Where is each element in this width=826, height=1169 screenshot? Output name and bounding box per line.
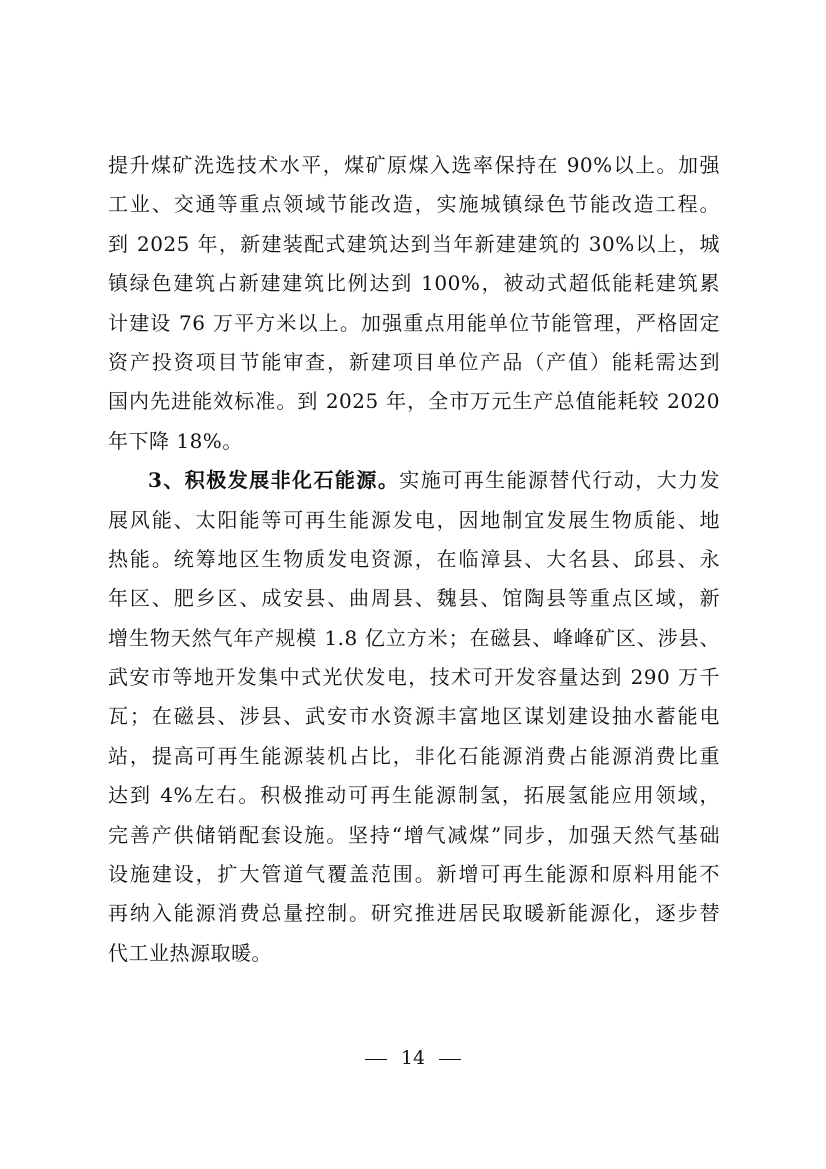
section-first-line-rest: 实施可再生能源替代行动，大力发 — [399, 468, 720, 493]
text-line: 国内先进能效标准。到 2025 年，全市万元生产总值能耗较 2020 — [108, 389, 720, 414]
page-number: 14 — [400, 1047, 426, 1069]
text-line: 到 2025 年，新建装配式建筑达到当年新建建筑的 30%以上，城 — [108, 231, 720, 256]
text-line: 站，提高可再生能源装机占比，非化石能源消费占能源消费比重 — [108, 743, 720, 768]
text-line: 热能。统筹地区生物质发电资源，在临漳县、大名县、邱县、永 — [108, 546, 720, 571]
text-line: 年下降 18%。 — [108, 428, 243, 453]
text-line: 武安市等地开发集中式光伏发电，技术可开发容量达到 290 万千 — [108, 665, 720, 690]
body-text — [108, 146, 720, 973]
text-line: 达到 4%左右。积极推动可再生能源制氢，拓展氢能应用领域， — [108, 783, 720, 808]
page-footer — [0, 1044, 826, 1072]
text-line: 提升煤矿洗选技术水平，煤矿原煤入选率保持在 90%以上。加强 — [108, 153, 720, 177]
text-line: 设施建设，扩大管道气覆盖范围。新增可再生能源和原料用能不 — [108, 862, 720, 887]
section-first-line — [108, 461, 720, 500]
text-line: 年区、肥乡区、成安县、曲周县、魏县、馆陶县等重点区域，新 — [108, 586, 720, 611]
text-line: 工业、交通等重点领域节能改造，实施城镇绿色节能改造工程。 — [108, 192, 720, 217]
text-line: 展风能、太阳能等可再生能源发电，因地制宜发展生物质能、地 — [108, 507, 720, 532]
text-line: 镇绿色建筑占新建建筑比例达到 100%，被动式超低能耗建筑累 — [108, 271, 720, 296]
text-line: 增生物天然气年产规模 1.8 亿立方米；在磁县、峰峰矿区、涉县、 — [108, 625, 720, 650]
text-line: 代工业热源取暖。 — [108, 940, 272, 965]
footer-dash-right — [439, 1059, 461, 1060]
text-line: 瓦；在磁县、涉县、武安市水资源丰富地区谋划建设抽水蓄能电 — [108, 704, 720, 729]
text-line: 资产投资项目节能审查，新建项目单位产品（产值）能耗需达到 — [108, 349, 720, 374]
text-line: 计建设 76 万平方米以上。加强重点用能单位节能管理，严格固定 — [108, 310, 720, 335]
footer-dash-left — [365, 1059, 387, 1060]
text-line: 再纳入能源消费总量控制。研究推进居民取暖新能源化，逐步替 — [108, 901, 720, 926]
text-line: 完善产供储销配套设施。坚持“增气减煤”同步，加强天然气基础 — [108, 822, 720, 847]
section-heading: 3、积极发展非化石能源。 — [148, 468, 400, 493]
